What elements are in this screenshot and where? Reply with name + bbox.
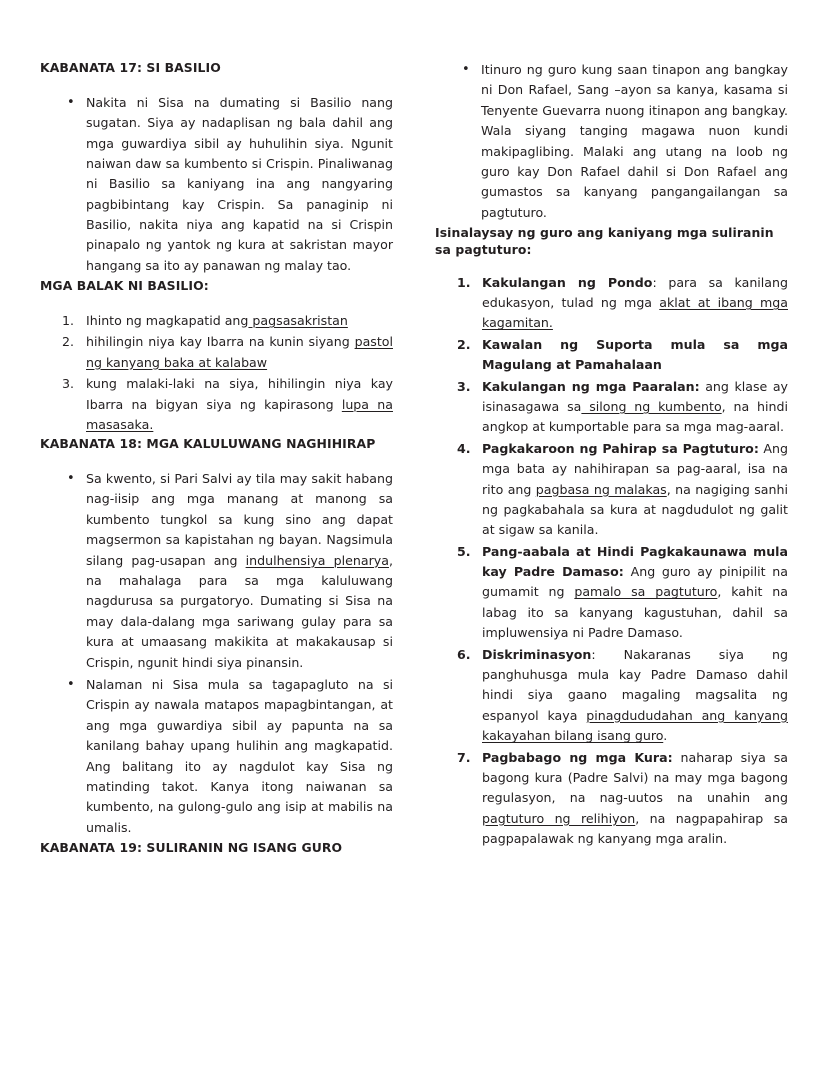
underlined-phrase: pamalo sa pagtuturo <box>574 584 718 600</box>
text-run: Ang guro ay pinipilit na gumamit ng <box>482 564 788 600</box>
text-run: , na hindi angkop at kumportable para sa mga mag-aaral. <box>482 398 788 435</box>
underlined-phrase: pagtuturo ng relihiyon <box>482 810 636 826</box>
numbered-list-item <box>40 332 393 373</box>
heading-mga-balak-ni-basilio: MGA BALAK NI BASILIO: <box>40 278 209 294</box>
list-item-lead: Pagkakaroon ng Pahirap sa Pagtuturo: <box>482 440 759 456</box>
text-run: kung malaki-laki na siya, hihilingin niya kay Ibarra na bigyan siya ng kapirasong <box>86 376 393 412</box>
underlined-phrase: silong ng kumbento <box>581 398 722 414</box>
text-run: ang klase ay isinasagawa sa <box>482 378 788 414</box>
bullet-list-item <box>40 469 393 673</box>
heading-kabanata-19: KABANATA 19: SULIRANIN NG ISANG GURO <box>40 840 343 856</box>
underlined-phrase: pinagdududahan ang kanyang kakayahan bilang isang guro <box>482 707 788 744</box>
text-run: Nakita ni Sisa na dumating si Basilio nang sugatan. Siya ay nadaplisan ng bala dahil ang mga guwardiya sibil ay huhulihin siya. Ngunit naiwan daw sa kumbento si Crispin. Pinaliwanag ni Basilio sa kaniyang ina ang nangyaring pagbibintang kay Crispin. Sa panaginip ni Basilio, nakita niya ang kapatid na si Crispin pinapalo ng yantok ng kura at sakristan mayor hangang sa ito ay panawan ng malay tao. <box>86 94 393 273</box>
heading-kabanata-17: KABANATA 17: SI BASILIO <box>40 60 221 75</box>
underlined-phrase: indulhensiya plenarya <box>245 552 389 568</box>
heading-kabanata-18: KABANATA 18: MGA KALULUWANG NAGHIHIRAP <box>40 436 376 452</box>
text-run: : Nakaranas siya ng panghuhusga mula kay Padre Damaso dahil hindi siya gaano magaling magsalita ng espanyol kaya <box>482 646 788 723</box>
text-run: , na mahalaga para sa mga kaluluwang nagdurusa sa purgatoryo. Dumating si Sisa na may dala-dalang mga sariwang gulay para sa kura at umaasang makikita at makakausap si Crispin, ngunit hindi siya pinansin. <box>86 552 393 670</box>
underlined-phrase: pagbasa ng malakas <box>535 481 667 497</box>
text-run: , na nagpapahirap sa pagpapalawak ng kanyang mga aralin. <box>482 810 788 847</box>
kabanata-18-bullet-list <box>40 469 393 838</box>
text-run: Ang mga bata ay nahihirapan sa pag-aaral, isa na rito ang <box>482 440 788 497</box>
list-item-lead: Kawalan ng Suporta mula sa mga Magulang at Pamahalaan <box>482 336 788 373</box>
numbered-list-item <box>435 645 788 747</box>
kabanata-17-bullet-list <box>40 93 393 277</box>
underlined-phrase: pagsasakristan <box>248 312 348 328</box>
heading-suliranin-sa-pagtuturo: Isinalaysay ng guro ang kaniyang mga suliranin sa pagtuturo: <box>435 225 774 257</box>
text-run: Sa kwento, si Pari Salvi ay tila may sakit habang nag-iisip ang mga manang at manong sa kumbento tungkol sa kung sino ang dapat magsermon sa kapistahan ng bayan. Nagsimula silang pag-usapan ang <box>86 471 393 568</box>
bullet-list-item <box>40 675 393 838</box>
bullet-list-item <box>40 93 393 277</box>
underlined-phrase: aklat at ibang mga kagamitan. <box>482 294 788 331</box>
numbered-list-item <box>40 311 393 331</box>
text-run: Nalaman ni Sisa mula sa tagapagluto na si Crispin ay nawala matapos mapagbintangan, at ang mga guwardiya sibil ay papunta na sa kanilang bahay upang hulihin ang magkapatid. Ang balitang ito ay nagdulot kay Sisa ng matinding takot. Kanya itong naiwanan sa kumbento, na gulong-gulo ang isip at mabilis na umalis. <box>86 676 393 835</box>
numbered-list-item <box>435 273 788 334</box>
text-run: , kahit na labag ito sa kanyang kagustuhan, dahil sa impluwensiya ni Padre Damaso. <box>482 584 788 641</box>
text-run: hihilingin niya kay Ibarra na kunin siyang <box>86 334 355 350</box>
list-item-lead: Kakulangan ng Pondo <box>482 274 653 290</box>
numbered-list-item <box>435 335 788 376</box>
text-run: Itinuro ng guro kung saan tinapon ang bangkay ni Don Rafael, Sang –ayon sa kanya, kasama si Tenyente Guevarra nuong itinapon ang bangkay. Wala siyang tanging magawa nuon kundi makipaglibing. Malaki ang utang na loob ng guro kay Don Rafael dahil si Don Rafael ang gumastos sa kanyang pangangailangan sa pagtuturo. <box>481 62 788 220</box>
underlined-phrase: lupa na masasaka. <box>86 396 393 432</box>
right-column <box>435 60 788 851</box>
numbered-list-item <box>435 377 788 438</box>
list-item-lead: Kakulangan ng mga Paaralan: <box>482 378 700 394</box>
text-run: naharap siya sa bagong kura (Padre Salvi) na may mga bagong regulasyon, na nag-uutos na unahin ang <box>482 749 788 806</box>
text-run: , na nagiging sanhi ng pagkabahala sa kura at nagdudulot ng galit at sigaw sa kanila. <box>482 481 788 538</box>
bullet-list-item <box>435 60 788 223</box>
numbered-list-item <box>435 748 788 850</box>
two-column-layout <box>40 60 788 873</box>
left-column <box>40 60 393 873</box>
list-item-lead: Pang-aabala at Hindi Pagkakaunawa mula kay Padre Damaso: <box>482 543 788 580</box>
text-run: : para sa kanilang edukasyon, tulad ng mga <box>482 274 788 310</box>
suliranin-numbered-list <box>435 273 788 850</box>
list-item-lead: Diskriminasyon <box>482 646 592 662</box>
list-item-lead: Pagbabago ng mga Kura: <box>482 749 673 765</box>
text-run: Ihinto ng magkapatid ang <box>86 312 249 328</box>
guro-intro-bullet-list <box>435 60 788 223</box>
text-run: . <box>663 728 668 744</box>
numbered-list-item <box>435 542 788 644</box>
numbered-list-item <box>40 374 393 435</box>
underlined-phrase: pastol ng kanyang baka at kalabaw <box>86 334 393 370</box>
mga-balak-numbered-list <box>40 311 393 435</box>
numbered-list-item <box>435 439 788 541</box>
